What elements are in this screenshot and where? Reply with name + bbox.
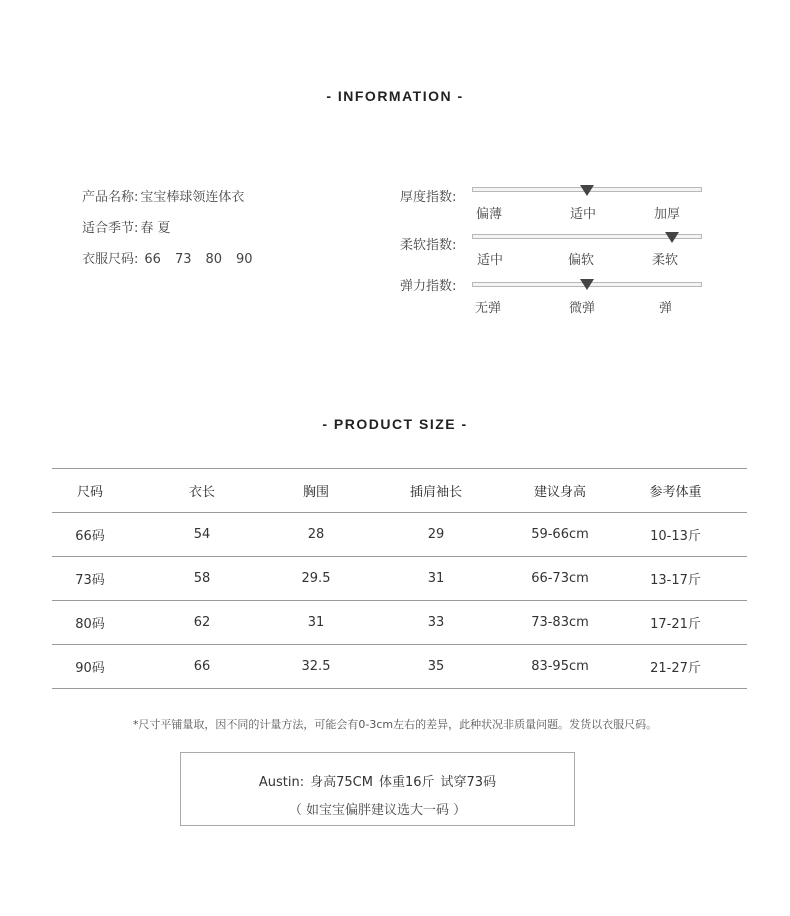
table-cell: 29.5: [276, 557, 356, 601]
scale-option: 柔软: [652, 253, 679, 268]
thickness-scale: [400, 185, 710, 225]
column-header: 胸围: [276, 469, 356, 513]
table-header-row: [52, 469, 747, 513]
scale-marker-icon: [665, 232, 679, 243]
table-cell: 58: [128, 557, 276, 601]
scale-label: 厚度指数:: [400, 190, 457, 205]
information-title: - INFORMATION -: [326, 88, 464, 104]
scale-marker-icon: [580, 279, 594, 290]
table-cell: 31: [276, 601, 356, 645]
model-height: 身高75CM: [310, 775, 373, 790]
scale-label: 弹力指数:: [400, 279, 457, 294]
table-cell: 10-13斤: [604, 513, 747, 557]
model-weight: 体重16斤: [378, 775, 435, 790]
column-header: 插肩袖长: [356, 469, 516, 513]
scale-option: 加厚: [654, 207, 681, 222]
scale-marker-icon: [580, 185, 594, 196]
measurement-note: *尺寸平铺量取，因不同的计量方法，可能会有0-3cm左右的差异，此种状况非质量问题。发货以衣服尺码。: [132, 718, 658, 731]
table-cell: 90码: [52, 645, 128, 689]
table-cell: 54: [128, 513, 276, 557]
table-cell: 32.5: [276, 645, 356, 689]
column-header: 参考体重: [604, 469, 747, 513]
product-name-label: 产品名称:: [82, 190, 139, 205]
table-cell: 28: [276, 513, 356, 557]
fit-tip: （ 如宝宝偏胖建议选大一码 ）: [288, 803, 467, 818]
scale-option: 适中: [477, 253, 504, 268]
table-cell: 83-95cm: [516, 645, 604, 689]
scale-option: 微弹: [569, 301, 596, 316]
table-cell: 62: [128, 601, 276, 645]
table-cell: 31: [356, 557, 516, 601]
fit-model-line: [181, 771, 574, 790]
model-name: Austin:: [258, 775, 305, 790]
fit-reference-box: [180, 752, 575, 826]
table-cell: 13-17斤: [604, 557, 747, 601]
table-cell: 29: [356, 513, 516, 557]
season-value: 春 夏: [140, 221, 171, 236]
scale-option: 弹: [659, 301, 673, 316]
size-value: 90: [236, 252, 253, 267]
size-table: [52, 468, 747, 689]
model-tried-size: 试穿73码: [440, 775, 497, 790]
table-cell: 66码: [52, 513, 128, 557]
table-row: [52, 601, 747, 645]
elasticity-scale: [400, 274, 710, 314]
table-cell: 73码: [52, 557, 128, 601]
product-size-title: - PRODUCT SIZE -: [322, 416, 468, 432]
table-cell: 66-73cm: [516, 557, 604, 601]
table-row: [52, 557, 747, 601]
scale-option: 偏薄: [476, 207, 503, 222]
size-value: 73: [174, 252, 192, 267]
scale-label: 柔软指数:: [400, 238, 457, 253]
product-info-list: [82, 186, 253, 279]
softness-scale: [400, 233, 710, 273]
table-row: [52, 645, 747, 689]
season-label: 适合季节:: [82, 221, 139, 236]
scale-option: 偏软: [568, 253, 595, 268]
column-header: 建议身高: [516, 469, 604, 513]
table-cell: 80码: [52, 601, 128, 645]
scale-option: 无弹: [475, 301, 502, 316]
table-cell: 35: [356, 645, 516, 689]
table-cell: 66: [128, 645, 276, 689]
table-cell: 17-21斤: [604, 601, 747, 645]
product-name-row: [82, 186, 253, 217]
table-cell: 59-66cm: [516, 513, 604, 557]
product-name-value: 宝宝棒球领连体衣: [140, 190, 245, 205]
column-header: 尺码: [52, 469, 128, 513]
sizes-row: [82, 248, 253, 279]
table-row: [52, 513, 747, 557]
size-value: 80: [205, 252, 223, 267]
scale-option: 适中: [570, 207, 597, 222]
table-cell: 33: [356, 601, 516, 645]
table-cell: 21-27斤: [604, 645, 747, 689]
season-row: [82, 217, 253, 248]
size-value: 66: [144, 252, 161, 267]
sizes-label: 衣服尺码:: [82, 252, 139, 267]
table-cell: 73-83cm: [516, 601, 604, 645]
column-header: 衣长: [128, 469, 276, 513]
